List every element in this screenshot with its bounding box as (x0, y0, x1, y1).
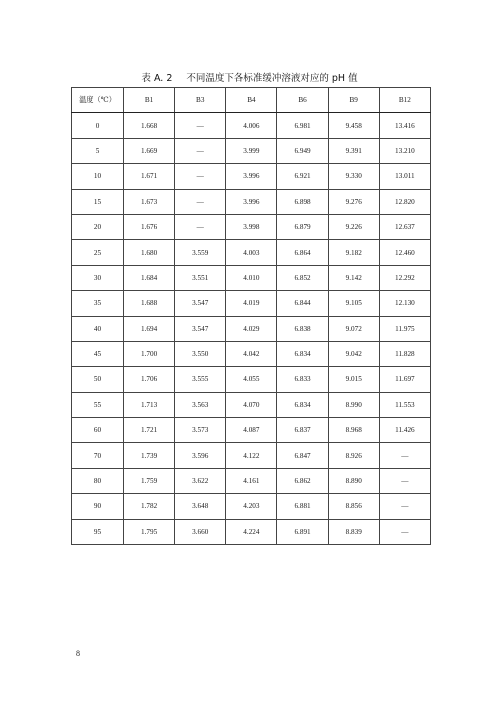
ph-value-cell: 1.694 (124, 316, 175, 341)
ph-value-cell: 1.706 (124, 367, 175, 392)
ph-value-cell: 6.838 (277, 316, 328, 341)
table-row (72, 265, 431, 290)
ph-value-cell: 1.688 (124, 291, 175, 316)
ph-value-cell: 4.224 (226, 519, 277, 544)
ph-value-cell: 8.990 (328, 392, 379, 417)
ph-value-cell: 4.019 (226, 291, 277, 316)
header-cell-b9: B9 (328, 88, 379, 113)
ph-value-cell: 9.226 (328, 214, 379, 239)
ph-value-cell: 3.998 (226, 214, 277, 239)
ph-value-cell: 13.011 (379, 164, 430, 189)
ph-value-cell: — (379, 494, 430, 519)
ph-value-cell: 6.891 (277, 519, 328, 544)
header-cell-b4: B4 (226, 88, 277, 113)
ph-value-cell: 1.668 (124, 113, 175, 138)
ph-value-cell: 11.828 (379, 341, 430, 366)
table-row (72, 392, 431, 417)
ph-value-cell: 4.161 (226, 468, 277, 493)
ph-value-cell: 1.680 (124, 240, 175, 265)
temperature-cell: 20 (72, 214, 124, 239)
ph-value-cell: 11.553 (379, 392, 430, 417)
temperature-cell: 25 (72, 240, 124, 265)
header-cell-b12: B12 (379, 88, 430, 113)
ph-value-cell: 4.042 (226, 341, 277, 366)
table-row (72, 138, 431, 163)
table-row (72, 519, 431, 544)
ph-value-cell: 1.739 (124, 443, 175, 468)
ph-value-cell: 1.795 (124, 519, 175, 544)
table-number: 表 A. 2 (141, 73, 173, 84)
ph-value-cell: — (379, 519, 430, 544)
header-row (72, 88, 431, 113)
page-number: 8 (76, 649, 80, 658)
ph-value-cell: 1.721 (124, 418, 175, 443)
ph-value-cell: 3.573 (175, 418, 226, 443)
ph-value-cell: 3.660 (175, 519, 226, 544)
ph-value-cell: 12.820 (379, 189, 430, 214)
temperature-cell: 50 (72, 367, 124, 392)
ph-value-cell: 4.006 (226, 113, 277, 138)
ph-value-cell: 8.890 (328, 468, 379, 493)
ph-value-cell: 3.547 (175, 316, 226, 341)
ph-value-cell: 9.391 (328, 138, 379, 163)
ph-value-cell: 9.042 (328, 341, 379, 366)
ph-value-cell: 9.015 (328, 367, 379, 392)
temperature-cell: 5 (72, 138, 124, 163)
ph-value-cell: 13.210 (379, 138, 430, 163)
ph-value-cell: 6.864 (277, 240, 328, 265)
table-row (72, 443, 431, 468)
ph-value-cell: 6.898 (277, 189, 328, 214)
ph-value-cell: 4.029 (226, 316, 277, 341)
ph-value-cell: 11.426 (379, 418, 430, 443)
ph-value-cell: 3.547 (175, 291, 226, 316)
ph-value-cell: 13.416 (379, 113, 430, 138)
temperature-cell: 90 (72, 494, 124, 519)
ph-value-cell: 6.833 (277, 367, 328, 392)
table-row (72, 341, 431, 366)
ph-value-cell: 6.834 (277, 341, 328, 366)
temperature-cell: 35 (72, 291, 124, 316)
header-cell-temperature: 温度（℃） (72, 88, 124, 113)
temperature-cell: 45 (72, 341, 124, 366)
ph-value-cell: 1.759 (124, 468, 175, 493)
ph-value-cell: — (175, 189, 226, 214)
ph-value-cell: 3.622 (175, 468, 226, 493)
ph-value-cell: 1.713 (124, 392, 175, 417)
ph-value-cell: 9.105 (328, 291, 379, 316)
header-cell-b6: B6 (277, 88, 328, 113)
ph-value-cell: 9.142 (328, 265, 379, 290)
ph-value-cell: — (175, 113, 226, 138)
ph-value-cell: 9.072 (328, 316, 379, 341)
ph-value-cell: 12.460 (379, 240, 430, 265)
ph-value-cell: 6.921 (277, 164, 328, 189)
table-title: 不同温度下各标准缓冲溶液对应的 pH 值 (186, 73, 358, 84)
ph-value-cell: 12.637 (379, 214, 430, 239)
table-row (72, 214, 431, 239)
temperature-cell: 0 (72, 113, 124, 138)
ph-value-cell: 6.879 (277, 214, 328, 239)
ph-value-cell: 11.975 (379, 316, 430, 341)
ph-value-cell: — (379, 468, 430, 493)
ph-value-cell: 3.559 (175, 240, 226, 265)
temperature-cell: 40 (72, 316, 124, 341)
table-row (72, 240, 431, 265)
ph-value-cell: 4.203 (226, 494, 277, 519)
ph-value-cell: 6.852 (277, 265, 328, 290)
table-row (72, 164, 431, 189)
ph-value-cell: 3.996 (226, 164, 277, 189)
temperature-cell: 15 (72, 189, 124, 214)
table-header (72, 88, 431, 113)
table-row (72, 113, 431, 138)
ph-value-cell: 1.684 (124, 265, 175, 290)
ph-value-cell: 1.782 (124, 494, 175, 519)
table-row (72, 494, 431, 519)
ph-value-cell: 6.949 (277, 138, 328, 163)
table-row (72, 291, 431, 316)
ph-value-cell: 4.055 (226, 367, 277, 392)
ph-value-cell: 3.555 (175, 367, 226, 392)
ph-value-cell: 12.292 (379, 265, 430, 290)
ph-value-cell: 3.648 (175, 494, 226, 519)
ph-value-cell: 1.671 (124, 164, 175, 189)
ph-value-cell: 1.673 (124, 189, 175, 214)
ph-value-cell: 4.070 (226, 392, 277, 417)
ph-value-cell: 3.563 (175, 392, 226, 417)
header-cell-b1: B1 (124, 88, 175, 113)
ph-value-cell: 8.839 (328, 519, 379, 544)
ph-value-cell: 6.981 (277, 113, 328, 138)
ph-value-cell: 3.596 (175, 443, 226, 468)
temperature-cell: 10 (72, 164, 124, 189)
ph-value-cell: 3.550 (175, 341, 226, 366)
ph-value-cell: 3.551 (175, 265, 226, 290)
ph-value-cell: 6.837 (277, 418, 328, 443)
ph-value-cell: 4.010 (226, 265, 277, 290)
temperature-cell: 95 (72, 519, 124, 544)
temperature-cell: 30 (72, 265, 124, 290)
table-caption (0, 70, 499, 84)
ph-value-cell: 4.003 (226, 240, 277, 265)
ph-value-cell: 4.122 (226, 443, 277, 468)
temperature-cell: 55 (72, 392, 124, 417)
ph-value-cell: 6.847 (277, 443, 328, 468)
table-row (72, 189, 431, 214)
ph-value-cell: — (175, 214, 226, 239)
ph-value-cell: — (379, 443, 430, 468)
table-body (72, 113, 431, 545)
ph-value-cell: 3.996 (226, 189, 277, 214)
ph-value-cell: 6.881 (277, 494, 328, 519)
ph-buffer-table (71, 87, 431, 545)
ph-value-cell: 9.276 (328, 189, 379, 214)
table-row (72, 418, 431, 443)
ph-value-cell: 6.844 (277, 291, 328, 316)
ph-value-cell: 8.968 (328, 418, 379, 443)
ph-value-cell: 4.087 (226, 418, 277, 443)
ph-value-cell: 1.700 (124, 341, 175, 366)
ph-value-cell: 9.182 (328, 240, 379, 265)
temperature-cell: 60 (72, 418, 124, 443)
ph-value-cell: 8.926 (328, 443, 379, 468)
table-row (72, 367, 431, 392)
ph-value-cell: 11.697 (379, 367, 430, 392)
ph-value-cell: 3.999 (226, 138, 277, 163)
ph-value-cell: 9.330 (328, 164, 379, 189)
ph-value-cell: 6.834 (277, 392, 328, 417)
table-row (72, 316, 431, 341)
ph-value-cell: 6.862 (277, 468, 328, 493)
ph-value-cell: 12.130 (379, 291, 430, 316)
ph-value-cell: 1.669 (124, 138, 175, 163)
ph-value-cell: — (175, 138, 226, 163)
table-row (72, 468, 431, 493)
ph-value-cell: 8.856 (328, 494, 379, 519)
temperature-cell: 70 (72, 443, 124, 468)
ph-value-cell: 9.458 (328, 113, 379, 138)
temperature-cell: 80 (72, 468, 124, 493)
ph-value-cell: — (175, 164, 226, 189)
ph-value-cell: 1.676 (124, 214, 175, 239)
header-cell-b3: B3 (175, 88, 226, 113)
